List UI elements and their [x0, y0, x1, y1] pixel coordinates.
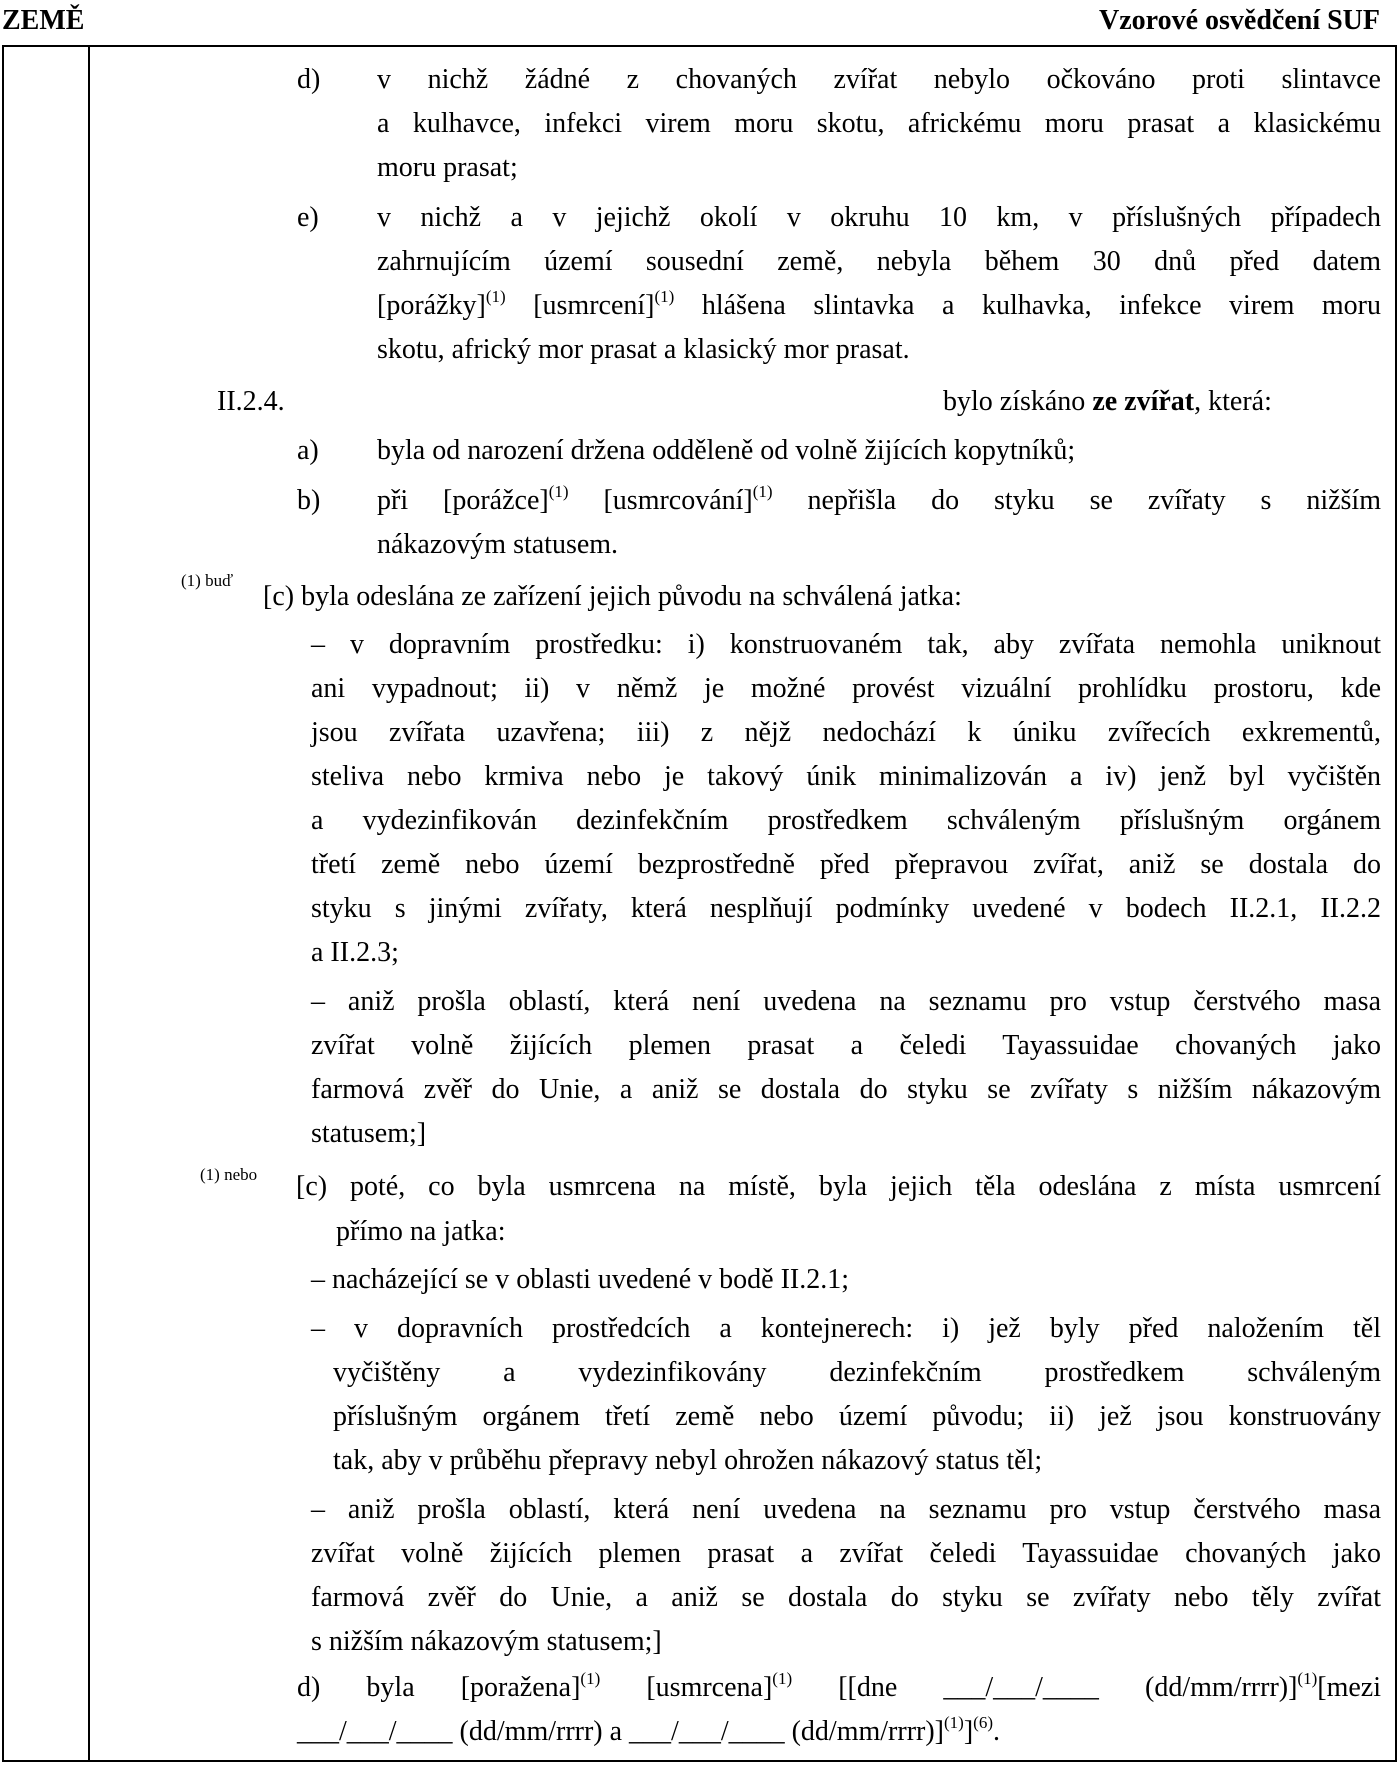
- footnote-or: (1) nebo: [200, 1165, 258, 1184]
- item-c-or-para2: – aniž prošla oblastí, která není uvedena na seznamu pro vstup čerstvého masa zvířat volně žijících plemen prasat a zvířat čeledi Tayassuidae chovaných jako farmová zvěř do Unie, a aniž se dostala do styku se zvířaty nebo těly zvířat s nižším nákazovým statusem;]: [311, 1494, 1381, 1657]
- item-d2-line: ___/___/____ (dd/mm/rrrr) a ___/___/____ (dd/mm/rrrr)]$^{(1)}$]$^{(6)}$.: [297, 1712, 1000, 1747]
- item-d-marker: d): [297, 64, 321, 95]
- item-e-line: v nichž a v jejichž okolí v okruhu 10 km, v příslušných případech: [377, 202, 1381, 233]
- item-c-or-para1: – v dopravních prostředcích a kontejnerech: i) jež byly před naložením těl vyčištěny a vydezinfikovány dezinfekčním prostředkem schváleným příslušným orgánem třetí země nebo území původu; ii) jež jsou konstruovány tak, aby v průběhu přepravy nebyl ohrožen nákazový status těl;: [311, 1313, 1381, 1476]
- item-c-or-line2: přímo na jatka:: [336, 1216, 506, 1247]
- header-country: ZEMĚ: [2, 5, 85, 36]
- item-e-line: skotu, africký mor prasat a klasický mor prasat.: [377, 334, 910, 365]
- item-a-marker: a): [297, 435, 319, 466]
- item-c-either-para2: – aniž prošla oblastí, která není uvedena na seznamu pro vstup čerstvého masa zvířat volně žijících plemen prasat a čeledi Tayassuidae chovaných jako farmová zvěř do Unie, a aniž se dostala do styku se zvířaty s nižším nákazovým statusem;]: [311, 986, 1381, 1149]
- section-heading: bylo získáno ze zvířat, která:: [943, 386, 1272, 417]
- item-c-or-item1: – nacházející se v oblasti uvedené v bodě II.2.1;: [311, 1264, 850, 1295]
- item-e-marker: e): [297, 202, 319, 233]
- item-d-line: a kulhavce, infekci virem moru skotu, africkému moru prasat a klasickému: [377, 108, 1381, 139]
- item-b-marker: b): [297, 485, 321, 516]
- item-c-or-line1: [c) poté, co byla usmrcena na místě, byla jejich těla odeslána z místa usmrcení: [296, 1171, 1381, 1202]
- item-d-line: v nichž žádné z chovaných zvířat nebylo očkováno proti slintavce: [377, 64, 1381, 95]
- footnote-either: (1) buď: [181, 571, 234, 590]
- item-d2-text: [297, 1666, 1381, 1754]
- item-d-text: [377, 58, 1381, 190]
- header-certificate-title: Vzorové osvědčení SUF: [1099, 5, 1380, 36]
- item-e-text: [377, 196, 1381, 372]
- item-b-line: při [porážce]$^{(1)}$ [usmrcování]$^{(1)}$ nepřišla do styku se zvířaty s nižším: [377, 481, 1381, 516]
- section-number: II.2.4.: [217, 386, 285, 417]
- item-c-either-text: [c) byla odeslána ze zařízení jejich původu na schválená jatka:: [263, 581, 962, 612]
- item-c-either-para1: – v dopravním prostředku: i) konstruovaném tak, aby zvířata nemohla uniknout ani vypadnout; ii) v němž je možné provést vizuální prohlídku prostoru, kde jsou zvířata uzavřena; iii) z nějž nedochází k úniku zvířecích exkrementů, steliva nebo krmiva nebo je takový únik minimalizován a iv) jenž byl vyčištěn a vydezinfikován dezinfekčním prostředkem schváleným příslušným orgánem třetí země nebo území bezprostředně před přepravou zvířat, aniž se dostala do styku s jinými zvířaty, která nesplňují podmínky uvedené v bodech II.2.1, II.2.2 a II.2.3;: [311, 629, 1381, 968]
- item-b-line: nákazovým statusem.: [377, 529, 619, 560]
- item-b-text: [377, 479, 1381, 567]
- item-d2-line: d) byla [poražena]$^{(1)}$ [usmrcena]$^{(1)}$ [[dne ___/___/____ (dd/mm/rrrr)]$^{(1)}$[mezi: [297, 1668, 1381, 1703]
- item-e-line: zahrnujícím území sousední země, nebyla během 30 dnů před datem: [377, 246, 1381, 277]
- item-a-text: byla od narození držena odděleně od volně žijících kopytníků;: [377, 435, 1076, 466]
- left-column-divider: [88, 45, 90, 1762]
- item-d-line: moru prasat;: [377, 152, 518, 183]
- item-e-line: [porážky]$^{(1)}$ [usmrcení]$^{(1)}$ hlášena slintavka a kulhavka, infekce virem moru: [377, 286, 1381, 321]
